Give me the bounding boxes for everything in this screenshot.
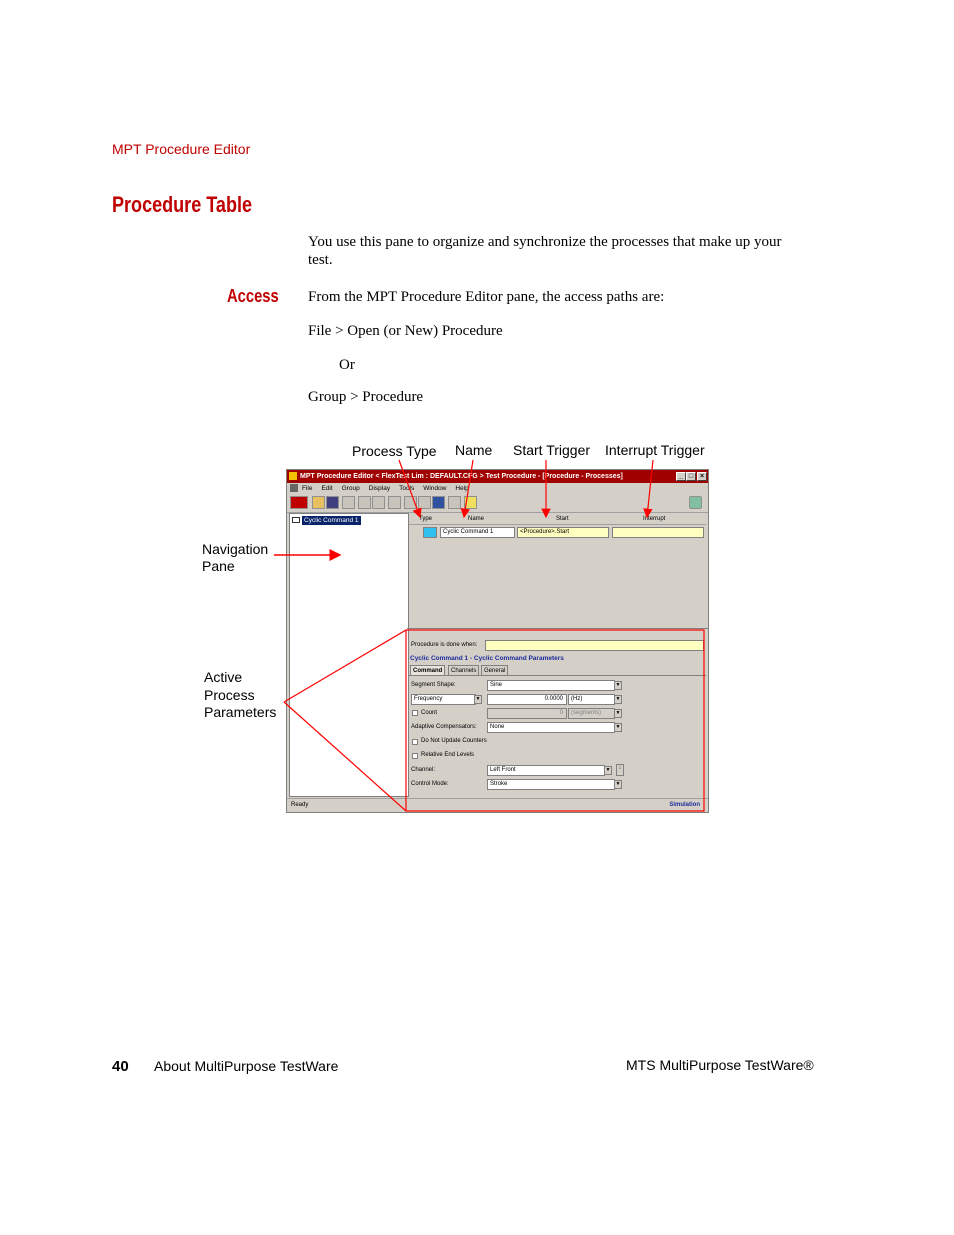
control-mode-label: Control Mode:	[411, 781, 449, 787]
column-type: Type	[419, 516, 433, 522]
access-path-file: File > Open (or New) Procedure	[308, 323, 503, 339]
process-name-cell[interactable]: Cyclic Command 1	[440, 527, 515, 538]
status-simulation: Simulation	[669, 802, 700, 808]
count-input[interactable]: 0	[487, 708, 567, 719]
window-title: MPT Procedure Editor < FlexTest Lim : DEFAULT.CFG > Test Procedure - [Procedure - Processes]	[300, 473, 623, 480]
minimize-button[interactable]: _	[676, 472, 686, 481]
parameters-title: Cyclic Command 1 - Cyclic Command Parameters	[410, 655, 564, 662]
page-number: 40	[112, 1058, 129, 1075]
callout-process: Process	[204, 687, 255, 703]
chevron-down-icon[interactable]: ▼	[615, 696, 621, 702]
section-title: Procedure Table	[112, 192, 253, 217]
done-when-label: Procedure is done when:	[411, 642, 478, 648]
tab-general[interactable]: General	[481, 665, 508, 676]
active-parameters-highlight	[406, 630, 704, 811]
column-interrupt: Interrupt	[643, 516, 666, 522]
adaptive-compensators-label: Adaptive Compensators:	[411, 724, 477, 730]
callout-process-type: Process Type	[352, 443, 437, 459]
relative-end-levels-label: Relative End Levels	[421, 752, 475, 758]
adaptive-compensators-select[interactable]: None	[487, 722, 615, 733]
channel-label: Channel:	[411, 767, 436, 773]
chevron-down-icon[interactable]: ▼	[605, 767, 611, 773]
arrow-name	[464, 460, 473, 517]
tab-command[interactable]: Command	[410, 665, 445, 676]
menu-display[interactable]: Display	[368, 485, 391, 492]
tab-channels[interactable]: Channels	[448, 665, 479, 676]
callout-pane: Pane	[202, 558, 235, 574]
channel-select[interactable]: Left Front	[487, 765, 605, 776]
count-label: Count	[421, 710, 438, 716]
access-heading: Access	[227, 286, 279, 306]
menu-window[interactable]: Window	[423, 485, 447, 492]
callout-start-trigger: Start Trigger	[513, 442, 591, 458]
menu-help[interactable]: Help	[455, 485, 469, 492]
chevron-down-icon[interactable]: ▼	[615, 781, 621, 787]
callout-active: Active	[204, 669, 243, 685]
menu-edit[interactable]: Edit	[321, 485, 333, 492]
frequency-select[interactable]: Frequency	[411, 694, 476, 705]
close-button[interactable]: ×	[697, 472, 707, 481]
menu-group[interactable]: Group	[341, 485, 360, 492]
arrow-process-type	[399, 460, 420, 517]
intro-paragraph-line-1: You use this pane to organize and synchronize the processes that make up your	[308, 234, 782, 250]
running-header: MPT Procedure Editor	[112, 141, 251, 157]
callout-name: Name	[455, 442, 493, 458]
start-trigger-cell[interactable]: <Procedure>.Start	[517, 527, 609, 538]
access-or: Or	[339, 357, 355, 373]
access-path-group: Group > Procedure	[308, 389, 424, 405]
footer-right: MTS MultiPurpose TestWare®	[626, 1057, 814, 1073]
nav-item-cyclic-command[interactable]: Cyclic Command 1	[304, 517, 359, 524]
segment-shape-label: Segment Shape:	[411, 682, 456, 688]
chevron-down-icon[interactable]: ▼	[615, 682, 621, 688]
arrow-interrupt-trigger	[647, 460, 653, 517]
chevron-down-icon[interactable]: ▼	[475, 696, 481, 702]
segment-shape-select[interactable]: Sine	[487, 680, 615, 691]
control-mode-select[interactable]: Stroke	[487, 779, 615, 790]
menu-file[interactable]: File	[302, 485, 313, 492]
callout-interrupt-trigger: Interrupt Trigger	[605, 442, 705, 458]
frequency-input[interactable]: 0.0000	[487, 694, 567, 705]
chevron-down-icon[interactable]: ▼	[615, 710, 621, 716]
footer-left: About MultiPurpose TestWare	[154, 1058, 339, 1074]
status-ready: Ready	[291, 802, 309, 808]
callout-parameters: Parameters	[204, 704, 277, 720]
maximize-button[interactable]: □	[686, 472, 696, 481]
column-start: Start	[556, 516, 569, 522]
channel-spinner[interactable]: ↕	[616, 764, 624, 776]
intro-paragraph-line-2: test.	[308, 252, 333, 268]
frequency-unit-select[interactable]: (Hz)	[568, 694, 615, 705]
line-active-parameters-top	[284, 630, 406, 702]
access-text: From the MPT Procedure Editor pane, the access paths are:	[308, 289, 665, 305]
column-name: Name	[468, 516, 485, 522]
callout-navigation: Navigation	[202, 541, 269, 557]
count-unit-select[interactable]: (segments)	[568, 708, 615, 719]
line-active-parameters-bottom	[284, 702, 406, 811]
menu-tools[interactable]: Tools	[399, 485, 415, 492]
no-update-counters-label: Do Not Update Counters	[421, 738, 487, 744]
chevron-down-icon[interactable]: ▼	[615, 724, 621, 730]
